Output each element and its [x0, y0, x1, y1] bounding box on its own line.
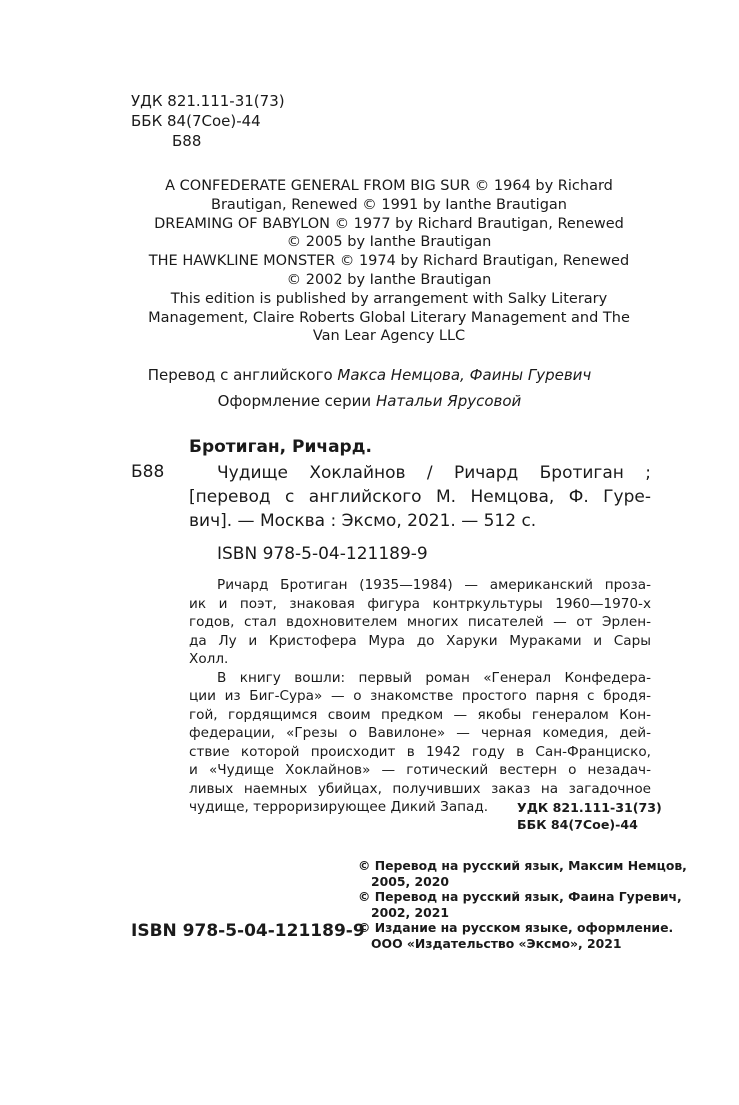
translators-names: Макса Немцова, Фаины Гуревич [337, 366, 592, 384]
annotation-line: федерации, «Грезы о Вавилоне» — черная комедия, дей- [189, 725, 651, 741]
annotation-line: чудище, терроризирующее Дикий Запад. [189, 799, 489, 815]
isbn-bottom: ISBN 978-5-04-121189-9 [131, 921, 365, 941]
description-line: Чудище Хоклайнов / Ричард Бротиган ; [217, 463, 651, 483]
annotation-line: годов, стал вдохновителем многих писателей — от Эрлен- [189, 614, 651, 630]
copyright-line: © 2005 by Ianthe Brautigan [286, 234, 492, 251]
annotation-line: да Лу и Кристофера Мура до Харуки Мураками и Сары [189, 632, 651, 649]
annotation-line: ик и поэт, знаковая фигура контркультуры 1960—1970-х [189, 595, 651, 612]
annotation-line: ции из Биг-Сура» — о знакомстве простого парня с бродя- [189, 688, 651, 704]
bbk-code-repeat: ББК 84(7Сое)-44 [517, 817, 638, 832]
copyright-line: This edition is published by arrangement with Salky Literary [170, 290, 608, 307]
udk-code: УДК 821.111-31(73) [131, 92, 285, 110]
designer-name: Натальи Ярусовой [375, 392, 522, 410]
rights-line: © Перевод на русский язык, Максим Немцов, [358, 858, 687, 873]
isbn-catalog: ISBN 978-5-04-121189-9 [217, 544, 428, 564]
annotation-line: и «Чудище Хоклайнов» — готический вестерн о незадач- [189, 762, 651, 778]
copyright-line: Management, Claire Roberts Global Literary Management and The [148, 309, 630, 326]
classification-repeat [517, 799, 662, 833]
rights-line: 2002, 2021 [371, 904, 449, 920]
annotation [189, 576, 651, 817]
designer-prefix: Оформление серии [217, 392, 376, 410]
annotation-line: ствие которой происходит в 1942 году в Сан-Франциско, [189, 743, 651, 760]
copyright-line: A CONFEDERATE GENERAL FROM BIG SUR © 1964 by Richard [165, 178, 613, 194]
translators-prefix: Перевод с английского [147, 366, 338, 384]
copyright-line: © 2002 by Ianthe Brautigan [286, 271, 492, 288]
rights-notice [358, 858, 687, 951]
bibliographic-description [189, 461, 651, 533]
annotation-line: ливых наемных убийцах, получивших заказ на загадочное [189, 780, 651, 797]
rights-line: © Издание на русском языке, оформление. [358, 920, 674, 935]
rights-line: ООО «Издательство «Эксмо», 2021 [371, 935, 622, 951]
copyright-line: Van Lear Agency LLC [312, 328, 466, 345]
translators-credit [0, 366, 739, 384]
rights-line: 2005, 2020 [371, 873, 449, 889]
udk-code-repeat: УДК 821.111-31(73) [517, 800, 662, 815]
rights-line: © Перевод на русский язык, Фаина Гуревич, [358, 889, 682, 904]
description-line: [перевод с английского М. Немцова, Ф. Гуре- [189, 487, 651, 507]
classification-block [131, 91, 285, 151]
copyright-line: DREAMING OF BABYLON © 1977 by Richard Brautigan, Renewed [154, 215, 624, 232]
copyright-line: Brautigan, Renewed © 1991 by Ianthe Brautigan [211, 196, 567, 213]
copyright-line: THE HAWKLINE MONSTER © 1974 by Richard Brautigan, Renewed [148, 253, 630, 270]
annotation-line: В книгу вошли: первый роман «Генерал Конфедера- [217, 669, 651, 686]
author-mark: Б88 [172, 132, 202, 150]
copyright-notice [124, 177, 654, 346]
bbk-code: ББК 84(7Сое)-44 [131, 112, 261, 130]
catalog-mark: Б88 [131, 462, 165, 482]
annotation-line: Холл. [189, 651, 229, 667]
annotation-line: Ричард Бротиган (1935—1984) — американский проза- [217, 577, 651, 593]
designer-credit [0, 392, 739, 410]
description-line: вич]. — Москва : Эксмо, 2021. — 512 с. [189, 511, 537, 531]
annotation-line: гой, гордящимся своим предком — якобы генералом Кон- [189, 706, 651, 723]
author-heading: Бротиган, Ричард. [189, 437, 372, 457]
